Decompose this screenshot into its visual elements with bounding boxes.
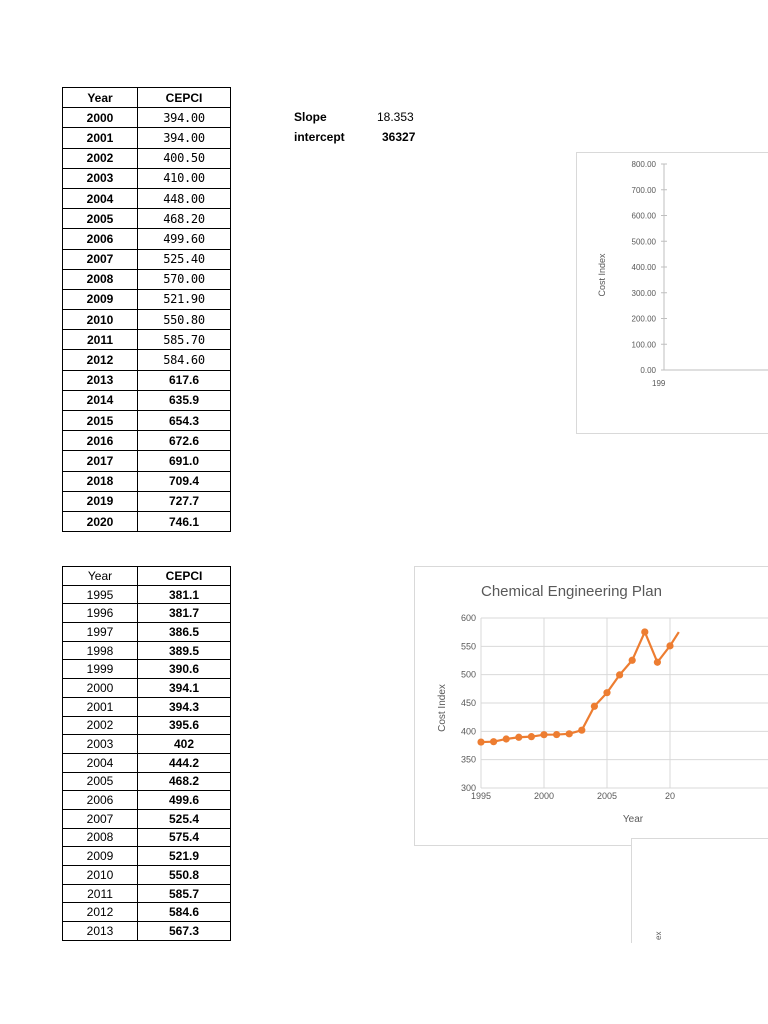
cell-cepci: 746.1 [138,511,231,531]
data-point [591,703,598,710]
x-tick-label: 20 [664,791,676,801]
cell-year: 2015 [63,411,138,431]
chemical-engineering-plant-cost-chart [414,566,768,846]
cell-year: 2011 [63,884,138,903]
cell-year: 1996 [63,604,138,623]
y-tick-label: 600.00 [631,211,656,221]
intercept-label: intercept [294,130,345,144]
cell-year: 1995 [63,585,138,604]
third-chart-cropped [631,838,768,943]
cell-cepci: 389.5 [138,641,231,660]
table-row [63,604,231,623]
table-row [63,716,231,735]
slope-value: 18.353 [377,110,414,124]
table-row [63,330,231,350]
header-cepci: CEPCI [138,88,231,108]
header-cepci: CEPCI [138,567,231,586]
cell-year: 2005 [63,772,138,791]
header-year: Year [63,88,138,108]
cell-year: 2011 [63,330,138,350]
y-tick-label: 500 [460,669,476,680]
table-row [63,679,231,698]
cell-cepci: 521.9 [138,847,231,866]
cell-year: 1998 [63,641,138,660]
x-axis-title: Year [622,814,644,825]
table-row [63,188,231,208]
data-point [654,659,661,666]
cell-year: 2010 [63,866,138,885]
cepci-historical-table [62,566,231,941]
table-row [63,791,231,810]
cell-cepci: 585.70 [138,330,231,350]
cell-cepci: 550.80 [138,310,231,330]
cell-year: 2000 [63,108,138,128]
cell-cepci: 394.00 [138,128,231,148]
y-tick-label: 400.00 [631,263,656,272]
cell-cepci: 395.6 [138,716,231,735]
cell-year: 2001 [63,128,138,148]
cell-year: 2014 [63,390,138,410]
chart2-svg [415,567,768,845]
cell-cepci: 394.1 [138,679,231,698]
cell-cepci: 394.3 [138,697,231,716]
y-tick-label: 100.00 [631,340,656,350]
y-tick-label: 300.00 [631,288,656,298]
table-row [63,847,231,866]
table-row [63,310,231,330]
cell-year: 2003 [63,735,138,754]
cell-year: 2010 [63,310,138,330]
y-tick-label: 350 [460,754,476,765]
data-point [553,731,560,738]
table-row [63,922,231,941]
table-row [63,148,231,168]
x-tick-label: 2000 [533,791,555,801]
data-point [477,738,484,745]
cell-cepci: 654.3 [138,411,231,431]
data-point [629,657,636,664]
cell-cepci: 585.7 [138,884,231,903]
table-header-row [63,567,231,586]
y-tick-label: 800.00 [631,160,656,169]
cell-cepci: 672.6 [138,431,231,451]
y-axis-title-fragment: ex [654,931,663,940]
slope-label: Slope [294,110,327,124]
table-row [63,411,231,431]
cell-cepci: 617.6 [138,370,231,390]
table-row [63,828,231,847]
data-point [515,734,522,741]
cell-year: 2012 [63,903,138,922]
table-row [63,370,231,390]
cell-year: 1997 [63,623,138,642]
table-row [63,585,231,604]
table-row [63,390,231,410]
table-row [63,641,231,660]
table-row [63,269,231,289]
data-point [503,735,510,742]
x-tick-label: 1995 [470,791,492,801]
cell-cepci: 584.60 [138,350,231,370]
cell-cepci: 448.00 [138,188,231,208]
cell-year: 2017 [63,451,138,471]
cell-year: 2004 [63,753,138,772]
cell-year: 2018 [63,471,138,491]
cell-cepci: 727.7 [138,491,231,511]
y-tick-label: 200.00 [631,314,656,324]
data-point [528,733,535,740]
cell-cepci: 691.0 [138,451,231,471]
table-row [63,623,231,642]
table-row [63,735,231,754]
cell-year: 2007 [63,809,138,828]
cell-cepci: 468.20 [138,209,231,229]
cell-cepci: 709.4 [138,471,231,491]
table-row [63,809,231,828]
table-row [63,884,231,903]
data-point [616,671,623,678]
table-row [63,753,231,772]
cell-cepci: 381.1 [138,585,231,604]
cell-year: 2013 [63,922,138,941]
cell-year: 2019 [63,491,138,511]
cell-year: 2002 [63,716,138,735]
y-tick-label: 450 [460,698,476,708]
cell-year: 2002 [63,148,138,168]
data-point [540,731,547,738]
series-line [481,632,679,742]
cell-year: 2012 [63,350,138,370]
cell-cepci: 468.2 [138,772,231,791]
cell-year: 2008 [63,269,138,289]
table-header-row [63,88,231,108]
y-axis-title: Cost Index [437,684,448,732]
table-row [63,697,231,716]
data-point [490,738,497,745]
intercept-value: 36327 [382,130,416,144]
cell-year: 2000 [63,679,138,698]
cell-year: 2006 [63,791,138,810]
data-point [603,689,610,696]
cell-cepci: 390.6 [138,660,231,679]
cell-year: 2001 [63,697,138,716]
cell-year: 2007 [63,249,138,269]
cell-cepci: 570.00 [138,269,231,289]
table-row [63,866,231,885]
cell-year: 2005 [63,209,138,229]
y-tick-label: 600 [460,613,476,623]
cell-cepci: 386.5 [138,623,231,642]
table-row [63,772,231,791]
cell-year: 2016 [63,431,138,451]
data-point [641,628,648,635]
table-row [63,660,231,679]
table-row [63,903,231,922]
cell-year: 2006 [63,229,138,249]
data-point [566,730,573,737]
x-tick-label: 199 [652,379,666,388]
cell-year: 2008 [63,828,138,847]
cell-cepci: 567.3 [138,922,231,941]
header-year: Year [63,567,138,586]
table-row [63,128,231,148]
cell-cepci: 499.60 [138,229,231,249]
cell-cepci: 525.40 [138,249,231,269]
cell-year: 2004 [63,188,138,208]
y-tick-label: 0.00 [640,366,656,375]
cell-year: 2003 [63,168,138,188]
cell-cepci: 381.7 [138,604,231,623]
cost-index-chart-cropped [576,152,768,434]
cell-cepci: 521.90 [138,289,231,309]
y-tick-label: 400 [460,726,476,737]
table-row [63,491,231,511]
y-tick-label: 700.00 [631,185,656,195]
table-row [63,249,231,269]
cell-cepci: 400.50 [138,148,231,168]
cell-cepci: 410.00 [138,168,231,188]
y-axis-title: Cost Index [597,253,607,297]
cell-cepci: 584.6 [138,903,231,922]
cell-cepci: 394.00 [138,108,231,128]
y-tick-label: 500.00 [631,237,656,247]
cell-year: 2013 [63,370,138,390]
chart3-svg [632,839,768,943]
cell-cepci: 444.2 [138,753,231,772]
cell-cepci: 575.4 [138,828,231,847]
cell-cepci: 402 [138,735,231,754]
table-row [63,350,231,370]
cell-cepci: 499.6 [138,791,231,810]
table-row [63,229,231,249]
table-row [63,511,231,531]
y-tick-label: 550 [460,641,476,652]
chart1-svg [577,153,768,433]
cell-cepci: 525.4 [138,809,231,828]
cell-cepci: 635.9 [138,390,231,410]
cell-cepci: 550.8 [138,866,231,885]
table-row [63,108,231,128]
cepci-projection-table [62,87,231,532]
cell-year: 1999 [63,660,138,679]
table-row [63,168,231,188]
table-row [63,431,231,451]
x-tick-label: 2005 [596,791,618,801]
cell-year: 2009 [63,289,138,309]
cell-year: 2009 [63,847,138,866]
table-row [63,289,231,309]
table-row [63,209,231,229]
cell-year: 2020 [63,511,138,531]
table-row [63,471,231,491]
table-row [63,451,231,471]
chart-title: Chemical Engineering Plan [481,583,662,600]
data-point [666,642,673,649]
data-point [578,727,585,734]
y-tick-label: 300 [460,783,476,793]
